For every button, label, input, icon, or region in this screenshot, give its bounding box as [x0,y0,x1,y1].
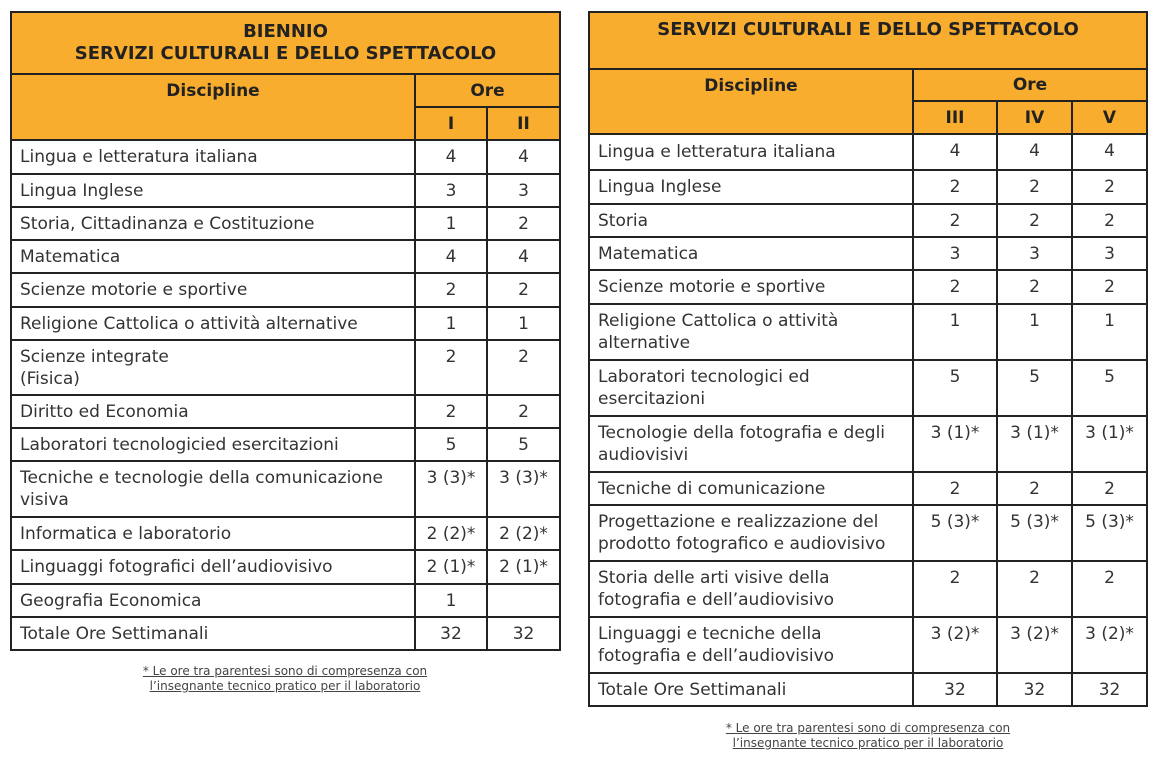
discipline-name: Laboratori tecnologicied esercitazioni [11,428,415,461]
hours-cell: 2 [487,207,560,240]
hours-cell: 2 (1)* [415,550,487,584]
hours-cell: 1 [415,307,487,340]
biennio-year-1: I [415,107,487,140]
biennio-title-line2: SERVIZI CULTURALI E DELLO SPETTACOLO [74,43,497,64]
discipline-name: Geografia Economica [11,584,415,617]
hours-cell: 2 (1)* [487,550,560,584]
hours-cell: 32 [997,673,1072,706]
hours-cell: 2 [913,170,997,204]
biennio-title [11,12,560,74]
hours-cell: 1 [415,584,487,617]
hours-cell: 3 [487,174,560,207]
table-row [11,240,560,273]
hours-cell: 3 [913,237,997,270]
hours-cell: 5 [487,428,560,461]
hours-cell: 3 [415,174,487,207]
hours-cell: 1 [415,207,487,240]
triennio-year-3: III [913,101,997,134]
table-row [11,517,560,550]
hours-cell: 2 [913,472,997,505]
hours-cell: 2 [1072,170,1147,204]
table-row [11,395,560,428]
hours-cell: 32 [913,673,997,706]
biennio-footnote [110,664,460,694]
hours-cell: 5 (3)* [997,505,1072,561]
discipline-name: Tecnologie della fotografia e degli audiovisivi [589,416,913,472]
table-row [589,237,1147,270]
hours-cell: 3 (3)* [487,461,560,517]
hours-cell: 1 [487,307,560,340]
hours-cell: 4 [487,140,560,174]
hours-cell: 4 [415,240,487,273]
hours-cell: 5 [1072,360,1147,416]
hours-cell: 2 (2)* [415,517,487,550]
table-row [589,360,1147,416]
hours-cell: 5 (3)* [913,505,997,561]
triennio-footnote [693,721,1043,751]
discipline-name: Diritto ed Economia [11,395,415,428]
hours-cell: 5 [913,360,997,416]
hours-cell: 2 [415,273,487,307]
biennio-note-line1: * Le ore tra parentesi sono di compresenza con [142,664,428,678]
table-row [589,505,1147,561]
table-row [11,140,560,174]
discipline-name: Linguaggi e tecniche della fotografia e dell’audiovisivo [589,617,913,673]
hours-cell: 3 (2)* [913,617,997,673]
triennio-note-line1: * Le ore tra parentesi sono di compresenza con [725,721,1011,735]
hours-cell: 4 [415,140,487,174]
hours-cell: 2 [997,170,1072,204]
hours-cell: 3 [997,237,1072,270]
hours-cell: 2 [415,340,487,395]
biennio-title-line1: BIENNIO [243,21,328,42]
hours-cell: 1 [1072,304,1147,360]
discipline-name: Storia [589,204,913,237]
discipline-name: Storia delle arti visive della fotografia e dell’audiovisivo [589,561,913,617]
table-row [589,617,1147,673]
triennio-note-line2: l’insegnante tecnico pratico per il laboratorio [732,736,1004,750]
discipline-name: Scienze integrate (Fisica) [11,340,415,395]
discipline-name: Lingua e letteratura italiana [11,140,415,174]
triennio-header-discipline: Discipline [589,69,913,134]
hours-cell: 2 [1072,204,1147,237]
hours-cell: 4 [487,240,560,273]
hours-cell: 3 (1)* [1072,416,1147,472]
hours-cell: 3 [1072,237,1147,270]
table-row [589,673,1147,706]
hours-cell: 1 [913,304,997,360]
biennio-year-2: II [487,107,560,140]
hours-cell: 2 [1072,472,1147,505]
hours-cell: 2 [913,270,997,304]
triennio-header-ore: Ore [913,69,1147,101]
hours-cell: 1 [997,304,1072,360]
hours-cell: 2 [415,395,487,428]
discipline-name: Tecniche e tecnologie della comunicazione visiva [11,461,415,517]
hours-cell: 3 (3)* [415,461,487,517]
hours-cell: 2 [1072,270,1147,304]
hours-cell: 5 (3)* [1072,505,1147,561]
discipline-name: Lingua Inglese [11,174,415,207]
hours-cell: 2 [997,472,1072,505]
table-row [589,416,1147,472]
table-row [11,174,560,207]
table-row [11,428,560,461]
discipline-name: Tecniche di comunicazione [589,472,913,505]
hours-cell: 5 [997,360,1072,416]
hours-cell: 32 [1072,673,1147,706]
discipline-name: Scienze motorie e sportive [11,273,415,307]
hours-cell: 4 [913,134,997,170]
hours-cell: 2 [997,270,1072,304]
table-row [589,561,1147,617]
triennio-rows [589,134,1147,706]
table-row [11,550,560,584]
hours-cell: 2 [487,340,560,395]
hours-cell: 2 [487,273,560,307]
hours-cell: 3 (2)* [997,617,1072,673]
discipline-name: Linguaggi fotografici dell’audiovisivo [11,550,415,584]
discipline-name: Informatica e laboratorio [11,517,415,550]
discipline-name: Totale Ore Settimanali [11,617,415,650]
discipline-name: Storia, Cittadinanza e Costituzione [11,207,415,240]
table-row [11,617,560,650]
discipline-name: Scienze motorie e sportive [589,270,913,304]
discipline-name: Laboratori tecnologici ed esercitazioni [589,360,913,416]
table-row [11,307,560,340]
biennio-rows [11,140,560,650]
discipline-name: Progettazione e realizzazione del prodotto fotografico e audiovisivo [589,505,913,561]
biennio-table [10,11,561,651]
table-row [589,472,1147,505]
hours-cell: 4 [1072,134,1147,170]
triennio-table [588,11,1148,707]
hours-cell: 2 [997,204,1072,237]
table-row [589,304,1147,360]
discipline-name: Totale Ore Settimanali [589,673,913,706]
table-row [589,134,1147,170]
discipline-name: Religione Cattolica o attività alternative [11,307,415,340]
table-row [11,461,560,517]
hours-cell: 2 [487,395,560,428]
hours-cell: 2 [1072,561,1147,617]
hours-cell: 5 [415,428,487,461]
hours-cell: 3 (1)* [913,416,997,472]
triennio-title: SERVIZI CULTURALI E DELLO SPETTACOLO [589,12,1147,69]
hours-cell: 32 [415,617,487,650]
discipline-name: Matematica [589,237,913,270]
table-row [589,204,1147,237]
biennio-header-ore: Ore [415,74,560,107]
table-row [11,207,560,240]
discipline-name: Religione Cattolica o attività alternative [589,304,913,360]
table-row [589,270,1147,304]
biennio-note-line2: l’insegnante tecnico pratico per il laboratorio [149,679,421,693]
hours-cell: 2 (2)* [487,517,560,550]
discipline-name: Lingua e letteratura italiana [589,134,913,170]
table-row [11,273,560,307]
hours-cell: 2 [997,561,1072,617]
table-row [11,584,560,617]
table-row [589,170,1147,204]
hours-cell: 2 [913,561,997,617]
hours-cell: 3 (1)* [997,416,1072,472]
hours-cell: 3 (2)* [1072,617,1147,673]
triennio-year-4: IV [997,101,1072,134]
hours-cell [487,584,560,617]
biennio-header-discipline: Discipline [11,74,415,140]
discipline-name: Matematica [11,240,415,273]
hours-cell: 4 [997,134,1072,170]
discipline-name: Lingua Inglese [589,170,913,204]
hours-cell: 32 [487,617,560,650]
triennio-year-5: V [1072,101,1147,134]
hours-cell: 2 [913,204,997,237]
table-row [11,340,560,395]
